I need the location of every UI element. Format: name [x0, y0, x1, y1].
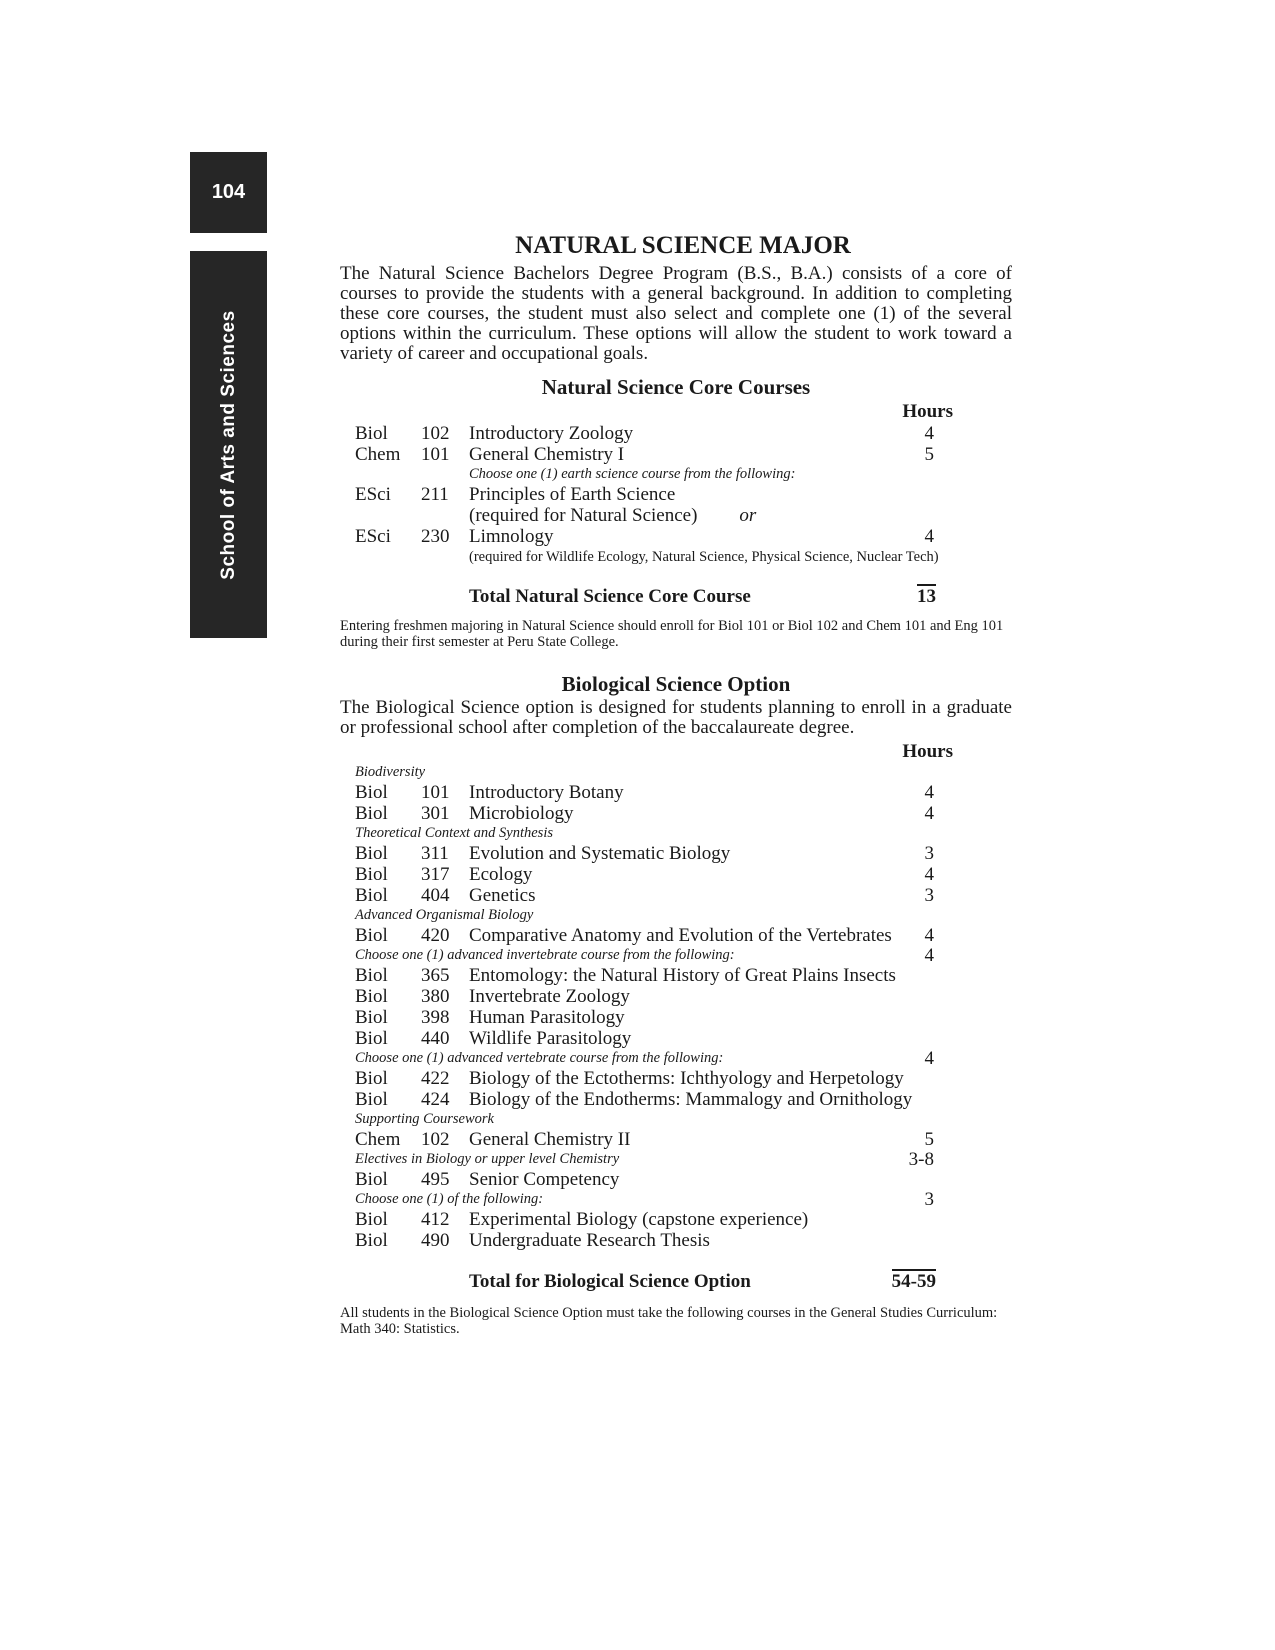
course-hours: 4 [924, 864, 934, 885]
course-subject: Biol [355, 1089, 388, 1110]
course-number: 317 [421, 864, 450, 885]
group-label: Advanced Organismal Biology [355, 907, 534, 923]
bio-hours-label: Hours [902, 741, 953, 762]
course-hours: 4 [924, 782, 934, 803]
bio-total-row [340, 1269, 1012, 1295]
course-number: 311 [421, 843, 449, 864]
core-hours-label: Hours [902, 401, 953, 422]
group-hours: 4 [924, 1048, 934, 1069]
course-title: Senior Competency [469, 1169, 620, 1190]
course-row [340, 885, 1012, 906]
course-row [340, 925, 1012, 946]
course-hours: 5 [924, 1129, 934, 1150]
course-subject: Chem [355, 1129, 401, 1150]
course-title: Introductory Zoology [469, 423, 634, 444]
group-hours: 4 [924, 945, 934, 966]
course-number: 380 [421, 986, 450, 1007]
course-title: Microbiology [469, 803, 574, 824]
course-subject: Biol [355, 1230, 388, 1251]
course-row [340, 1028, 1012, 1049]
electives-note: Electives in Biology or upper level Chemistry [355, 1151, 620, 1167]
course-number: 440 [421, 1028, 450, 1049]
course-title: Genetics [469, 885, 536, 906]
freshmen-note: Entering freshmen majoring in Natural Science should enroll for Biol 101 or Biol 102 and Chem 101 and Eng 101 during their first semester at Peru State College. [340, 618, 1004, 650]
course-row [340, 1169, 1012, 1190]
course-title: Invertebrate Zoology [469, 986, 630, 1007]
page-number-tab [190, 152, 267, 233]
group-label: Biodiversity [355, 764, 426, 780]
core-total-label: Total Natural Science Core Course [469, 586, 751, 607]
course-title: Ecology [469, 864, 533, 885]
group-label [340, 1049, 1012, 1068]
final-choice-note: Choose one (1) of the following: [355, 1191, 544, 1207]
course-title: Human Parasitology [469, 1007, 625, 1028]
course-row [340, 986, 1012, 1007]
course-number: 398 [421, 1007, 450, 1028]
invertebrate-choice-note: Choose one (1) advanced invertebrate course from the following: [355, 947, 735, 963]
course-title: Introductory Botany [469, 782, 624, 803]
course-hours: 4 [924, 803, 934, 824]
course-hours: 4 [924, 423, 934, 444]
course-subject: Biol [355, 864, 388, 885]
course-subject: Biol [355, 986, 388, 1007]
course-title: Experimental Biology (capstone experience) [469, 1209, 809, 1230]
course-subject: Biol [355, 885, 388, 906]
course-subject: Biol [355, 1169, 388, 1190]
course-number: 490 [421, 1230, 450, 1251]
major-title: NATURAL SCIENCE MAJOR [515, 232, 851, 259]
course-number: 211 [421, 484, 449, 505]
course-title: Limnology [469, 526, 554, 547]
course-hours: 5 [924, 444, 934, 465]
course-row [340, 864, 1012, 885]
course-row-continued [340, 505, 1012, 526]
course-subject: Biol [355, 782, 388, 803]
course-row [340, 1230, 1012, 1251]
course-title: Undergraduate Research Thesis [469, 1230, 710, 1251]
vertebrate-choice-note: Choose one (1) advanced vertebrate course from the following: [355, 1050, 724, 1066]
group-label [340, 1150, 1012, 1169]
course-subject: Biol [355, 843, 388, 864]
course-number: 102 [421, 423, 450, 444]
or-connector: or [739, 505, 757, 526]
course-row [340, 1209, 1012, 1230]
course-title: Biology of the Ectotherms: Ichthyology and Herpetology [469, 1068, 904, 1089]
section-label: School of Arts and Sciences [217, 309, 239, 580]
bio-footnote: All students in the Biological Science Option must take the following courses in the General Studies Curriculum: Math 340: Statistics. [340, 1305, 998, 1337]
course-row [340, 843, 1012, 864]
course-title: Entomology: the Natural History of Great Plains Insects [469, 965, 896, 986]
bio-heading: Biological Science Option [561, 672, 791, 696]
core-total-row [340, 584, 1012, 610]
group-label [340, 1190, 1012, 1209]
course-number: 424 [421, 1089, 450, 1110]
course-title: Evolution and Systematic Biology [469, 843, 731, 864]
course-subject: Biol [355, 1068, 388, 1089]
course-subject: Biol [355, 1209, 388, 1230]
course-subject: Biol [355, 803, 388, 824]
course-row [340, 965, 1012, 986]
course-title: Wildlife Parasitology [469, 1028, 632, 1049]
course-row [340, 484, 1012, 505]
course-title-requirement: (required for Natural Science) [469, 505, 698, 526]
course-number: 102 [421, 1129, 450, 1150]
course-row [340, 782, 1012, 803]
course-number: 412 [421, 1209, 450, 1230]
page-content [340, 228, 1012, 1337]
course-number: 301 [421, 803, 450, 824]
course-number: 495 [421, 1169, 450, 1190]
course-row [340, 444, 1012, 465]
course-hours: 4 [924, 925, 934, 946]
course-subject: Biol [355, 965, 388, 986]
course-title: Comparative Anatomy and Evolution of the Vertebrates [469, 925, 892, 946]
course-title: Biology of the Endotherms: Mammalogy and Ornithology [469, 1089, 913, 1110]
core-total-hours: 13 [917, 586, 936, 607]
limnology-requirement-note: (required for Wildlife Ecology, Natural Science, Physical Science, Nuclear Tech) [469, 549, 939, 565]
group-hours: 3-8 [908, 1149, 934, 1170]
course-row [340, 803, 1012, 824]
course-subject: ESci [355, 484, 391, 505]
bio-total-hours: 54-59 [891, 1271, 936, 1292]
page-number: 104 [211, 181, 246, 203]
course-hours: 3 [924, 885, 934, 906]
course-number: 230 [421, 526, 450, 547]
course-hours: 4 [924, 526, 934, 547]
course-row [340, 1129, 1012, 1150]
course-row [340, 423, 1012, 444]
course-number: 365 [421, 965, 450, 986]
section-tab [190, 251, 267, 638]
course-subject: Biol [355, 1028, 388, 1049]
course-row [340, 1068, 1012, 1089]
group-hours: 3 [924, 1189, 934, 1210]
bio-intro: The Biological Science option is designed for students planning to enroll in a graduate or professional school after completion of the baccalaureate degree. [340, 697, 1012, 738]
course-title: Principles of Earth Science [469, 484, 676, 505]
course-title: General Chemistry I [469, 444, 625, 465]
course-number: 101 [421, 782, 450, 803]
course-hours: 3 [924, 843, 934, 864]
course-number: 420 [421, 925, 450, 946]
group-label [340, 946, 1012, 965]
group-label: Supporting Coursework [355, 1111, 494, 1127]
course-number: 404 [421, 885, 450, 906]
course-title: General Chemistry II [469, 1129, 631, 1150]
course-subject: Biol [355, 423, 388, 444]
course-subject: Chem [355, 444, 401, 465]
course-number: 422 [421, 1068, 450, 1089]
course-subject: ESci [355, 526, 391, 547]
course-row [340, 1007, 1012, 1028]
course-row [340, 526, 1012, 547]
group-label: Theoretical Context and Synthesis [355, 825, 554, 841]
course-number: 101 [421, 444, 450, 465]
course-subject: Biol [355, 925, 388, 946]
major-intro: The Natural Science Bachelors Degree Program (B.S., B.A.) consists of a core of courses to provide the students with a general background. In addition to completing these core courses, the student must also select and complete one (1) of the several options within the curriculum. These options will allow the student to work toward a variety of career and occupational goals. [340, 263, 1012, 364]
earth-science-choice-note: Choose one (1) earth science course from the following: [469, 466, 796, 482]
course-row [340, 1089, 1012, 1110]
core-heading: Natural Science Core Courses [541, 375, 811, 399]
course-subject: Biol [355, 1007, 388, 1028]
bio-total-label: Total for Biological Science Option [469, 1271, 751, 1292]
